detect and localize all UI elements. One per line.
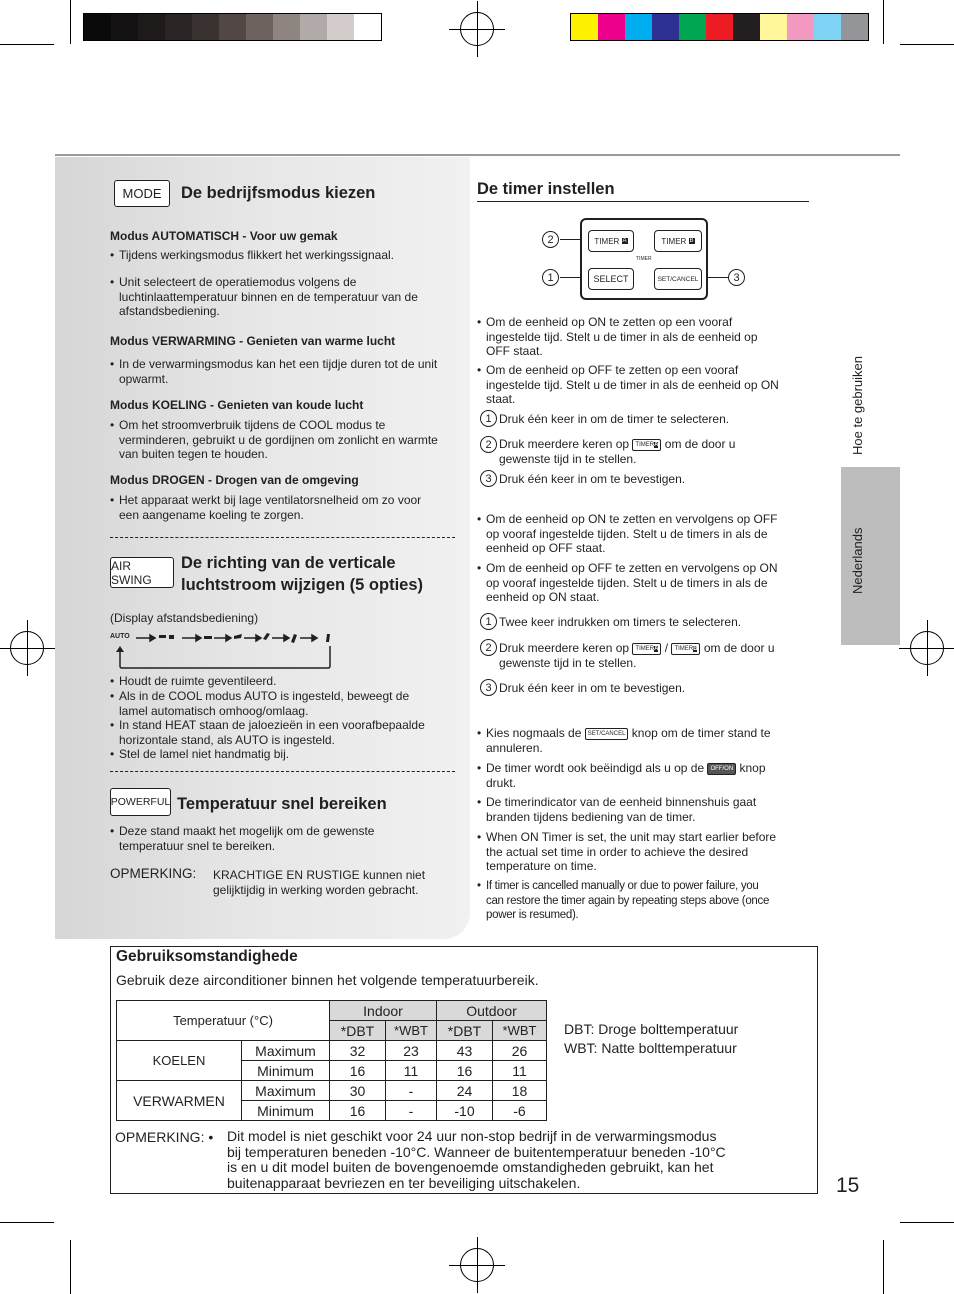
color-swatch [300, 14, 327, 40]
auto-mode-heading: Modus AUTOMATISCH - Voor uw gemak [110, 229, 338, 243]
bullet-text: • In stand HEAT staan de jaloezieën in een voorafbepaalde horizontale stand, als AUTO is ingesteld. [110, 718, 425, 747]
legend-wbt: WBT: Natte bolttemperatuur [564, 1040, 737, 1056]
bullet-text: • Tijdens werkingsmodus flikkert het werkingssignaal. [110, 248, 394, 263]
color-swatch [84, 14, 111, 40]
dbt-header: *DBT [437, 1021, 493, 1041]
value-cell: - [386, 1081, 437, 1101]
registration-mark-icon [10, 631, 44, 665]
wbt-header: *WBT [493, 1021, 547, 1041]
cool-mode-heading: Modus KOELING - Genieten van koude lucht [110, 398, 364, 412]
grayscale-color-bar [83, 13, 382, 41]
step-1-icon: 1 [480, 613, 497, 630]
select-button[interactable]: SELECT [588, 268, 634, 290]
color-swatch [760, 14, 787, 40]
value-cell: 24 [437, 1081, 493, 1101]
crop-mark [883, 1240, 884, 1294]
step-text: Druk meerdere keren op TIMERA om de door u gewenste tijd in te stellen. [499, 437, 736, 466]
step-text: Druk meerdere keren op TIMERA / TIMERB om de door u gewenste tijd in te stellen. [499, 641, 775, 670]
kind-cell: Minimum [242, 1101, 330, 1121]
page-number: 15 [836, 1174, 860, 1197]
swing-section-title: De richting van de verticale luchtstroom wijzigen (5 opties) [181, 554, 424, 594]
value-cell: 26 [493, 1041, 547, 1061]
bullet-text: • If timer is cancelled manually or due to power failure, you can restore the timer again by repeating steps above (once power is resumed). [477, 879, 769, 923]
color-swatch [652, 14, 679, 40]
color-swatch [787, 14, 814, 40]
mode-cell: VERWARMEN [117, 1081, 242, 1121]
bullet-text: • Het apparaat werkt bij lage ventilatorsnelheid om zo voor een aangename koeling te zorgen. [110, 493, 421, 522]
step-3-icon: 3 [480, 470, 497, 487]
kind-cell: Minimum [242, 1061, 330, 1081]
bullet-text: • Unit selecteert de operatiemodus volgens de luchtinlaattemperatuur binnen en de temperatuur van de afstandsbediening. [110, 275, 418, 319]
color-swatch [706, 14, 733, 40]
timer-b-chip-icon: TIMERB [671, 643, 700, 655]
crop-mark [70, 0, 71, 44]
registration-mark-icon [460, 12, 494, 46]
color-swatch [625, 14, 652, 40]
set-cancel-chip-icon: SET/CANCEL [585, 728, 629, 740]
powerful-section-title: Temperatuur snel bereiken [177, 795, 387, 813]
color-swatch [733, 14, 760, 40]
conditions-subtitle: Gebruik deze airconditioner binnen het volgende temperatuurbereik. [116, 972, 539, 988]
color-swatch [679, 14, 706, 40]
bullet-text: • Deze stand maakt het mogelijk om de gewenste temperatuur snel te bereiken. [110, 824, 374, 853]
timer-a-chip-icon: TIMERA [632, 439, 661, 451]
bullet-text: • Om de eenheid op OFF te zetten en vervolgens op ON op vooraf ingestelde tijden. Stelt u de timers in als de eenheid op ON staat. [477, 561, 778, 605]
bullet-text: • Om de eenheid op OFF te zetten op een vooraf ingestelde tijd. Stelt u de timer in als de eenheid op ON staat. [477, 363, 779, 407]
value-cell: 18 [493, 1081, 547, 1101]
bullet-text: • Om het stroomverbruik tijdens de COOL modus te verminderen, gebruikt u de gordijnen om zonlicht en warmte van buiten tegen te houden. [110, 418, 438, 462]
bullet-text: • De timerindicator van de eenheid binnenshuis gaat branden tijdens bediening van de timer. [477, 795, 756, 824]
bullet-text: • Om de eenheid op ON te zetten en vervolgens op OFF op vooraf ingestelde tijden. Stelt u de timers in als de eenheid op OFF staat. [477, 512, 778, 556]
color-swatch [841, 14, 868, 40]
heat-mode-heading: Modus VERWARMING - Genieten van warme lucht [110, 334, 396, 348]
timer-b-button[interactable]: TIMER B [654, 230, 702, 252]
crop-mark [883, 0, 884, 44]
legend-dbt: DBT: Droge bolttemperatuur [564, 1021, 739, 1037]
off-on-chip-icon: OFF/ON [707, 763, 736, 775]
crop-mark [900, 1222, 954, 1223]
crop-mark [0, 1222, 54, 1223]
color-swatch [273, 14, 300, 40]
value-cell: 43 [437, 1041, 493, 1061]
dashed-divider [110, 537, 455, 538]
value-cell: -10 [437, 1101, 493, 1121]
callout-1: 1 [542, 269, 559, 286]
bullet-text: • Houdt de ruimte geventileerd. [110, 674, 276, 689]
bullet-text: • De timer wordt ook beëindigd als u op de OFF/ON knop drukt. [477, 761, 766, 790]
section-tab-label: Hoe te gebruiken [850, 355, 865, 455]
color-swatch [165, 14, 192, 40]
powerful-button-icon: POWERFUL [110, 788, 171, 816]
color-swatch [571, 14, 598, 40]
step-text: Druk één keer in om te bevestigen. [499, 681, 686, 695]
header-rule [55, 154, 900, 156]
value-cell: 11 [493, 1061, 547, 1081]
powerful-note-text: KRACHTIGE EN RUSTIGE kunnen niet gelijktijdig in werking worden gebracht. [213, 868, 426, 897]
color-swatch [598, 14, 625, 40]
step-1-icon: 1 [480, 410, 497, 427]
color-swatch [192, 14, 219, 40]
air-swing-button-icon: AIR SWING [110, 557, 174, 588]
timer-a-button[interactable]: TIMER A [588, 230, 634, 252]
registration-mark-icon [460, 1248, 494, 1282]
step-2-icon: 2 [480, 639, 497, 656]
bullet-text: • Kies nogmaals de SET/CANCEL knop om de timer stand te annuleren. [477, 726, 771, 755]
color-swatch [814, 14, 841, 40]
temperature-range-table [116, 1000, 547, 1121]
dashed-divider [110, 771, 455, 772]
mode-section-title: De bedrijfsmodus kiezen [181, 184, 376, 202]
value-cell: 16 [437, 1061, 493, 1081]
swing-arrows-icon [110, 630, 340, 670]
set-cancel-button[interactable]: SET/CANCEL [654, 268, 702, 290]
kind-cell: Maximum [242, 1081, 330, 1101]
swing-sequence-diagram [110, 630, 340, 670]
language-tab-label: Nederlands [850, 527, 865, 594]
color-swatch [246, 14, 273, 40]
color-swatch [138, 14, 165, 40]
timer-a-chip-icon: TIMERA [632, 643, 661, 655]
process-color-bar [570, 13, 869, 41]
dbt-header: *DBT [330, 1021, 386, 1041]
timer-title-rule [477, 201, 809, 202]
temp-label-cell: Temperatuur (°C) [117, 1001, 330, 1041]
indoor-header: Indoor [330, 1001, 437, 1021]
outdoor-header: Outdoor [437, 1001, 547, 1021]
step-text: Twee keer indrukken om timers te selecteren. [499, 615, 742, 629]
auto-label: AUTO [110, 633, 130, 640]
bullet-text: • In de verwarmingsmodus kan het een tijdje duren tot de unit opwarmt. [110, 357, 437, 386]
value-cell: 32 [330, 1041, 386, 1061]
bullet-text: • Om de eenheid op ON te zetten op een vooraf ingestelde tijd. Stelt u de timer in als de eenheid op OFF staat. [477, 315, 758, 359]
value-cell: -6 [493, 1101, 547, 1121]
wbt-header: *WBT [386, 1021, 437, 1041]
conditions-title: Gebruiksomstandighede [116, 948, 298, 965]
crop-mark [900, 44, 954, 45]
conditions-note-label: OPMERKING: • [115, 1129, 214, 1145]
conditions-note-text: Dit model is niet geschikt voor 24 uur non-stop bedrijf in de verwarmingsmodus bij temperaturen beneden -10°C. Wanneer de buitentemperatuur beneden -10°C is en u dit model buiten de bovengenoemde omstandigheden gebruikt, kan het buitenapparaat bevriezen en ter beveiliging uitschakelen. [227, 1128, 726, 1191]
value-cell: 11 [386, 1061, 437, 1081]
callout-3: 3 [728, 269, 745, 286]
value-cell: - [386, 1101, 437, 1121]
color-swatch [354, 14, 381, 40]
value-cell: 23 [386, 1041, 437, 1061]
callout-2: 2 [542, 231, 559, 248]
display-label: (Display afstandsbediening) [110, 611, 259, 625]
bullet-text: • Stel de lamel niet handmatig bij. [110, 747, 289, 762]
color-swatch [111, 14, 138, 40]
timer-group-label: TIMER [636, 256, 652, 262]
step-3-icon: 3 [480, 679, 497, 696]
value-cell: 16 [330, 1101, 386, 1121]
crop-mark [0, 44, 54, 45]
registration-mark-icon [910, 631, 944, 665]
timer-section-title: De timer instellen [477, 180, 615, 198]
step-text: Druk één keer in om te bevestigen. [499, 472, 686, 486]
powerful-note-label: OPMERKING: [110, 866, 197, 881]
color-swatch [219, 14, 246, 40]
bullet-text: • When ON Timer is set, the unit may start earlier before the actual set time in order to achieve the desired temperature on time. [477, 830, 776, 874]
mode-cell: KOELEN [117, 1041, 242, 1081]
value-cell: 30 [330, 1081, 386, 1101]
mode-button-icon: MODE [114, 180, 170, 207]
remote-control-panel [580, 218, 708, 300]
step-2-icon: 2 [480, 436, 497, 453]
value-cell: 16 [330, 1061, 386, 1081]
crop-mark [70, 1240, 71, 1294]
kind-cell: Maximum [242, 1041, 330, 1061]
color-swatch [327, 14, 354, 40]
dry-mode-heading: Modus DROGEN - Drogen van de omgeving [110, 473, 359, 487]
bullet-text: • Als in de COOL modus AUTO is ingesteld, beweegt de lamel automatisch omhoog/omlaag. [110, 689, 409, 718]
step-text: Druk één keer in om de timer te selecteren. [499, 412, 730, 426]
